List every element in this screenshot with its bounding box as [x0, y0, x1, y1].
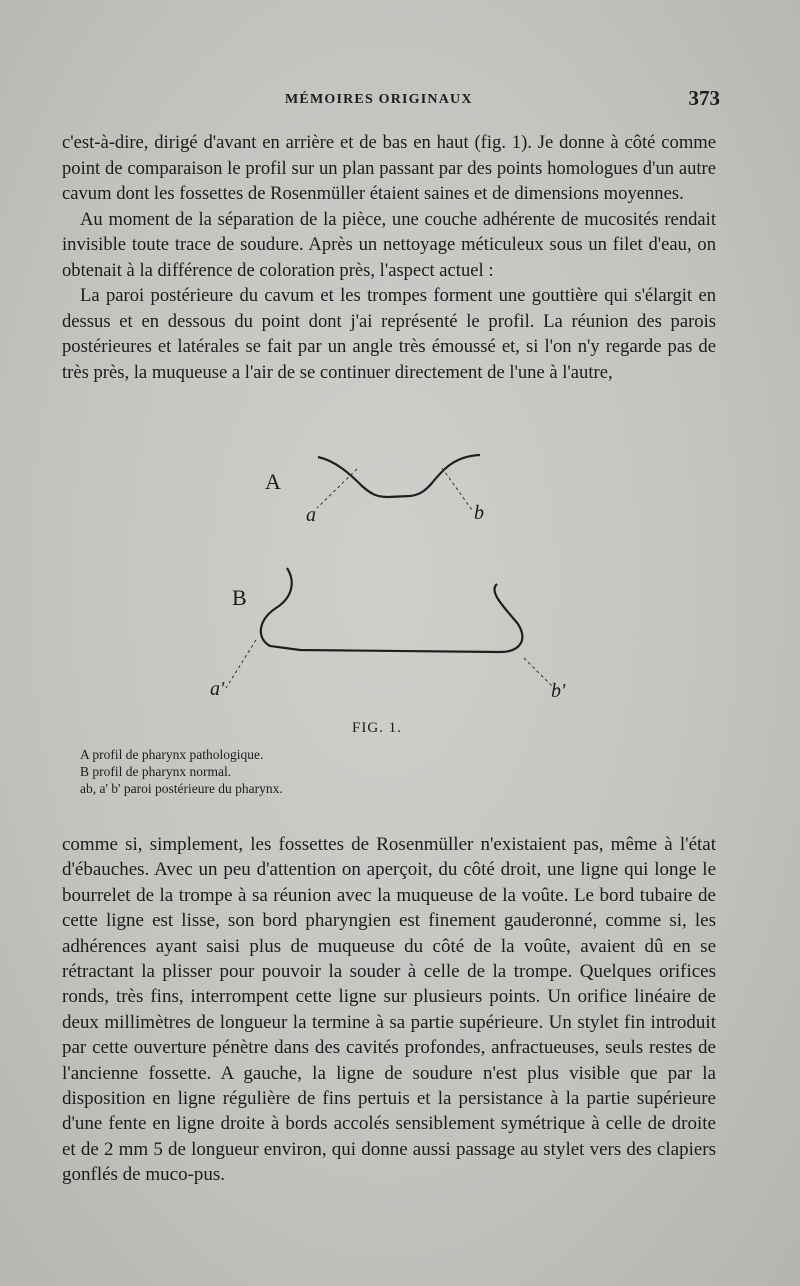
- paragraph: La paroi postérieure du cavum et les trompes forment une gouttière qui s'élargit en dessus et en dessous du point dont j'ai représenté le profil. La réunion des parois postérieures et latérales se fait par un angle très émoussé et, si l'on n'y regarde pas de très près, la muqueuse a l'air de se continuer directement de l'une à l'autre,: [62, 285, 716, 383]
- legend-line: B profil de pharynx normal.: [80, 764, 232, 779]
- legend-line: ab, a' b' paroi postérieure du pharynx.: [80, 781, 283, 796]
- profile-a-curve: [318, 455, 480, 497]
- paragraph: Au moment de la séparation de la pièce, une couche adhérente de mucosités rendait invisible toute trace de soudure. Après un nettoyage méticuleux sous un filet d'eau, on obtenait à la différence de coloration près, l'aspect actuel :: [62, 208, 716, 281]
- figure-caption: FIG. 1.: [352, 720, 402, 736]
- axis-a-dashed: [317, 469, 357, 508]
- axis-a-prime-dashed: [226, 640, 256, 688]
- page-number: 373: [688, 86, 720, 110]
- profile-b-curve: [261, 568, 522, 652]
- label-a-prime: a': [210, 678, 225, 700]
- label-A: A: [265, 469, 281, 494]
- axis-b-dashed: [442, 468, 472, 510]
- bottom-text-block: [62, 832, 716, 1188]
- running-title: MÉMOIRES ORIGINAUX: [285, 92, 473, 107]
- legend-line: A profil de pharynx pathologique.: [80, 747, 264, 762]
- paragraph: c'est-à-dire, dirigé d'avant en arrière et de bas en haut (fig. 1). Je donne à côté comme point de comparaison le profil sur un plan passant par des points homologues d'un autre cavum dont les fossettes de Rosenmüller étaient saines et de dimensions moyennes.: [62, 132, 716, 204]
- label-b-prime: b': [551, 680, 566, 702]
- label-b: b: [474, 502, 484, 524]
- figure-legend: [80, 746, 283, 797]
- label-a: a: [306, 504, 316, 526]
- paragraph: comme si, simplement, les fossettes de Rosenmüller n'existaient pas, même à l'état d'ébauches. Avec un peu d'attention on aperçoit, du côté droit, une ligne qui longe le bourrelet de la trompe à sa réunion avec la muqueuse de la voûte. Le bord tubaire de cette ligne est lisse, son bord pharyngien est finement gauderonné, comme si, les adhérences ayant saisi plus de muqueuse du côté de la voûte, avaient dû en se rétractant la plisser pour pouvoir la souder à celle de la trompe. Quelques orifices ronds, très fins, interrompent cette ligne sur plusieurs points. Un orifice linéaire de deux millimètres de longueur la termine à sa partie supérieure. Un stylet fin introduit par cette ouverture pénètre dans des cavités profondes, anfractueuses, seuls restes de l'ancienne fossette. A gauche, la ligne de soudure n'est plus visible que par la disposition en ligne régulière de fins pertuis et la persistance à la partie supérieure d'une fente en ligne droite à bords accolés sensiblement symétrique à celle de droite et de 2 mm 5 de longueur environ, qui donne aussi passage au stylet vers des clapiers gonflés de muco-pus.: [62, 834, 716, 1186]
- label-B: B: [232, 585, 247, 610]
